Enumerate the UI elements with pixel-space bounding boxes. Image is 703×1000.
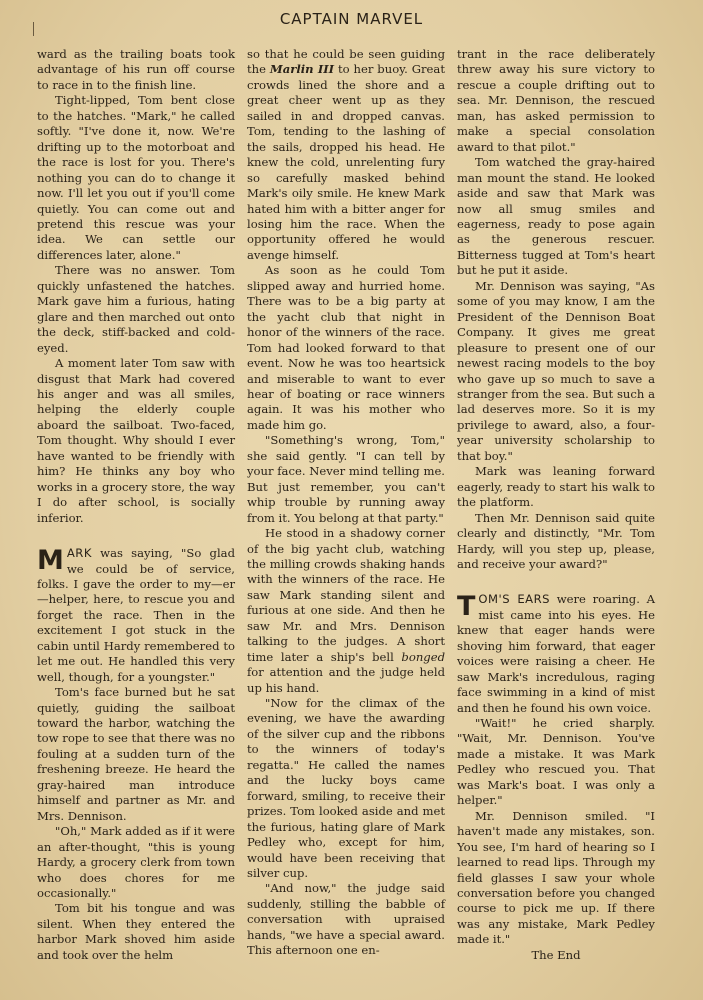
- paragraph: Mr. Dennison was saying, "As some of you may know, I am the President of the Dennison Boat Company. It gives me great pleasure to present one of our newest racing models to the boy who gave up so much to save a stranger from the sea. But such a lad deserves more. So it is my privilege to award, also, a four-year university scholarship to that boy.": [457, 278, 655, 463]
- paragraph-text: to her buoy. Great crowds lined the shore and a great cheer went up as they sailed in and dropped canvas. Tom, tending to the lashing of the sails, dropped his head. He knew the cold, unrelenting fury so carefully masked behind Mark's oily smile. He knew Mark hated him with a bitter anger for losing him the race. When the opportunity offered he would avenge himself.: [247, 62, 445, 262]
- section-gap: [457, 572, 655, 592]
- paragraph: As soon as he could Tom slipped away and hurried home. There was to be a big party at the yacht club that night in honor of the winners of the race. Tom had looked forward to that event. Now he was too heartsick and miserable to want to ever hear of boating or race winners again. It was his mother who made him go.: [247, 263, 445, 432]
- paragraph-text: for attention and the judge held up his hand.: [247, 665, 445, 695]
- paragraph: Then Mr. Dennison said quite clearly and distinctly, "Mr. Tom Hardy, will you step up, please, and receive your award?": [457, 510, 655, 571]
- paragraph: "Wait!" he cried sharply. "Wait, Mr. Dennison. You've made a mistake. It was Mark Pedley who rescued you. That was Mark's boat. I was only a helper.": [457, 716, 655, 808]
- paragraph: "Oh," Mark added as if it were an after-thought, "this is young Hardy, a grocery clerk from town who does chores for me occasionally.": [37, 824, 235, 901]
- emphasis: bonged: [401, 649, 445, 664]
- paragraph: trant in the race deliberately threw away his sure victory to rescue a couple drifting out to sea. Mr. Dennison, the rescued man, has asked permission to make a special consolation award to that pilot.": [457, 47, 655, 154]
- paragraph-text: were roaring. A mist came into his eyes. He knew that eager hands were shoving him forward, that eager voices were raising a cheer. He saw Mark's incredulous, raging face swimming in a kind of mist and then he found his own voice.: [457, 592, 655, 715]
- drop-cap: M: [37, 545, 64, 577]
- paragraph-dropcap: [37, 546, 235, 685]
- drop-cap: T: [457, 591, 476, 623]
- paragraph: Mark was leaning forward eagerly, ready to start his walk to the platform.: [457, 464, 655, 510]
- page-header-title: CAPTAIN MARVEL: [279, 10, 424, 28]
- column-2: [247, 47, 445, 959]
- column-3: [457, 47, 655, 963]
- paragraph: Tight-lipped, Tom bent close to the hatches. "Mark," he called softly. "I've done it, now. We're drifting up to the motorboat and the race is lost for you. There's nothing you can do to change it now. I'll let you out if you'll come quietly. You can come out and pretend this rescue was your idea. We can settle our differences later, alone.": [37, 93, 235, 262]
- paragraph: [247, 526, 445, 696]
- paragraph: "And now," the judge said suddenly, stilling the babble of conversation with upraised hands, "we have a special award. This afternoon one en-: [247, 881, 445, 958]
- lead-in: ARK: [66, 546, 92, 561]
- boat-name: Marlin III: [269, 62, 335, 77]
- paragraph: Mr. Dennison smiled. "I haven't made any mistakes, son. You see, I'm hard of hearing so I learned to read lips. Through my field glasses I saw your whole conversation before you changed course to pick me up. If there was any mistake, Mark Pedley made it.": [457, 808, 655, 947]
- lead-in: OM'S EARS: [478, 592, 550, 607]
- paragraph: Tom's face burned but he sat quietly, guiding the sailboat toward the harbor, watching the tow rope to see that there was no fouling at a sudden turn of the freshening breeze. He heard the gray-haired man introduce himself and partner as Mr. and Mrs. Dennison.: [37, 685, 235, 823]
- paragraph-dropcap: [457, 592, 655, 716]
- paragraph: Tom bit his tongue and was silent. When they entered the harbor Mark shoved him aside and took over the helm: [37, 901, 235, 962]
- paragraph-text: He stood in a shadowy corner of the big yacht club, watching the milling crowds shaking hands with the winners of the race. He saw Mark standing silent and furious at one side. And then he saw Mr. and Mrs. Dennison talking to the judges. A short time later a ship's bell: [247, 526, 445, 664]
- paragraph: A moment later Tom saw with disgust that Mark had covered his anger and was all smiles, helping the elderly couple aboard the sailboat. Two-faced, Tom thought. Why should I ever have wanted to be friendly with him? He thinks any boy who works in a grocery store, the way I do after school, is socially inferior.: [37, 356, 235, 525]
- story-columns: [37, 47, 655, 962]
- paragraph: [247, 47, 445, 263]
- paragraph: Tom watched the gray-haired man mount the stand. He looked aside and saw that Mark was now all smug smiles and eagerness, ready to pose again as the generous rescuer. Bitterness tugged at Tom's heart but he put it aside.: [457, 155, 655, 278]
- paragraph: "Something's wrong, Tom," she said gently. "I can tell by your face. Never mind telling me. But just remember, you can't whip trouble by running away from it. You belong at that party.": [247, 433, 445, 525]
- story-end: The End: [531, 947, 581, 962]
- paragraph-text: so that he could be seen guiding the: [247, 47, 445, 77]
- paragraph: "Now for the climax of the evening, we have the awarding of the silver cup and the ribbons to the winners of today's regatta." He called the names and the lucky boys came forward, smiling, to receive their prizes. Tom looked aside and met the furious, hating glare of Mark Pedley who, except for him, would have been receiving that silver cup.: [247, 696, 445, 881]
- column-1: [37, 47, 235, 963]
- section-gap: [37, 526, 235, 546]
- paragraph: There was no answer. Tom quickly unfastened the hatches. Mark gave him a furious, hating glare and then marched out onto the deck, stiff-backed and cold-eyed.: [37, 263, 235, 355]
- paragraph-text: was saying, "So glad we could be of service, folks. I gave the order to my—er—helper, here, to rescue you and forget the race. Then in the excitement I got stuck in the cabin until Hardy remembered to let me out. He handled this very well, though, for a youngster.": [37, 546, 235, 684]
- paragraph: ward as the trailing boats took advantage of his run off course to race in to the finish line.: [37, 47, 235, 92]
